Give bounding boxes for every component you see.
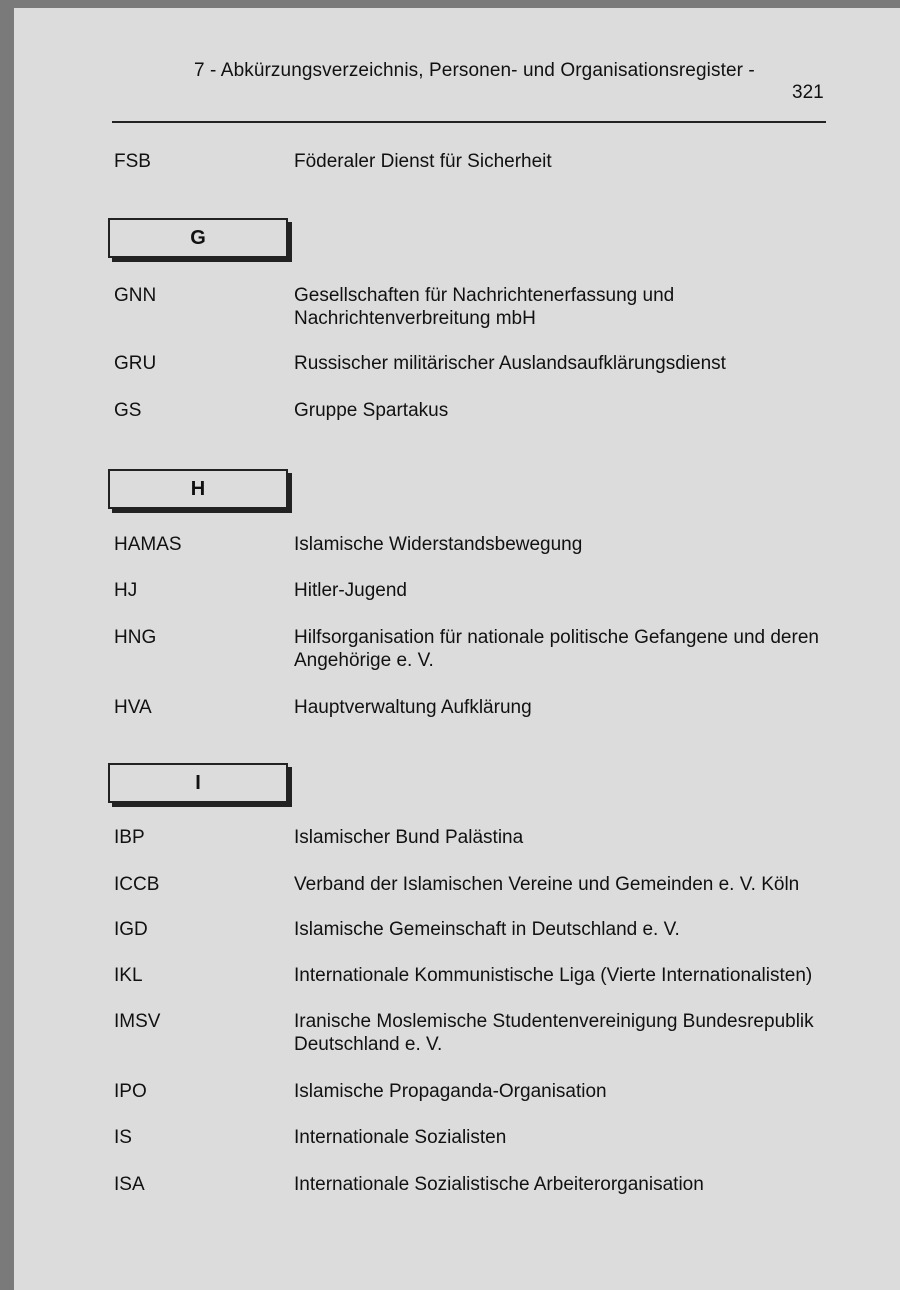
entry-abbreviation: FSB (114, 151, 151, 172)
entry-abbreviation: ISA (114, 1174, 145, 1195)
entry-description: Gruppe Spartakus (294, 400, 449, 421)
entry-description: Föderaler Dienst für Sicherheit (294, 151, 552, 172)
entry-description: Islamische Widerstandsbewegung (294, 534, 583, 555)
entry-description: Islamische Propaganda-Organisation (294, 1081, 607, 1102)
entry-description: Iranische Moslemische Studentenvereinigung Bundesrepublik Deutschland e. V. (294, 1011, 814, 1055)
entry-abbreviation: HJ (114, 580, 138, 601)
entry-description: Islamischer Bund Palästina (294, 827, 524, 848)
entry-description: Hilfsorganisation für nationale politische Gefangene und deren Angehörige e. V. (294, 627, 819, 671)
entry-description: Internationale Sozialistische Arbeiterorganisation (294, 1174, 704, 1195)
entry-abbreviation: HAMAS (114, 534, 182, 555)
header-divider (112, 121, 826, 123)
entry-description: Hauptverwaltung Aufklärung (294, 697, 532, 718)
entry-description: Verband der Islamischen Vereine und Gemeinden e. V. Köln (294, 874, 800, 895)
entry-abbreviation: GRU (114, 353, 157, 374)
entry-abbreviation: IGD (114, 919, 148, 940)
entry-abbreviation: IS (114, 1127, 132, 1148)
running-header: 7 - Abkürzungsverzeichnis, Personen- und Organisationsregister - (194, 60, 755, 81)
entry-abbreviation: IMSV (114, 1011, 161, 1032)
entry-description: Hitler-Jugend (294, 580, 407, 601)
section-letter-g: G (108, 218, 288, 258)
entry-abbreviation: HVA (114, 697, 152, 718)
entry-abbreviation: IBP (114, 827, 145, 848)
entry-description: Internationale Sozialisten (294, 1127, 507, 1148)
entry-description: Gesellschaften für Nachrichtenerfassung und Nachrichtenverbreitung mbH (294, 285, 675, 329)
section-letter-h: H (108, 469, 288, 509)
entry-abbreviation: IPO (114, 1081, 147, 1102)
entry-description: Russischer militärischer Auslandsaufklärungsdienst (294, 353, 726, 374)
entry-description: Islamische Gemeinschaft in Deutschland e. V. (294, 919, 680, 940)
page-number: 321 (792, 82, 824, 103)
entry-description: Internationale Kommunistische Liga (Vierte Internationalisten) (294, 965, 813, 986)
document-page (14, 8, 900, 1290)
entry-abbreviation: HNG (114, 627, 157, 648)
entry-abbreviation: GS (114, 400, 142, 421)
section-letter-i: I (108, 763, 288, 803)
entry-abbreviation: GNN (114, 285, 157, 306)
entry-abbreviation: IKL (114, 965, 143, 986)
entry-abbreviation: ICCB (114, 874, 160, 895)
